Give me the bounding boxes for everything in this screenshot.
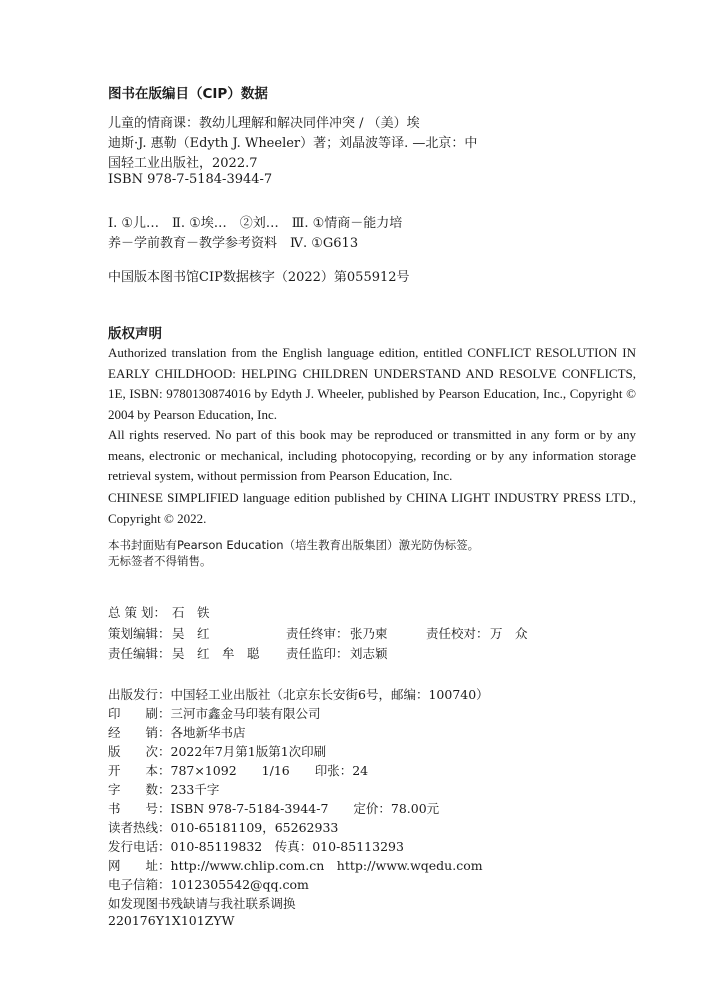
print-code: 220176Y1X101ZYW xyxy=(108,913,235,928)
distributor-row xyxy=(108,723,246,741)
printing-supervisor-value: 刘志颖 xyxy=(350,646,388,661)
final-review-value: 张乃柬 xyxy=(350,626,388,641)
copyright-heading: 版权声明 xyxy=(108,326,162,342)
edition-row xyxy=(108,742,326,760)
anti-counterfeit-notice-2: 无标签者不得销售。 xyxy=(108,554,212,568)
website-value: http://www.chlip.com.cn http://www.wqedu.com xyxy=(170,858,483,873)
website-label: 网 址： xyxy=(108,858,171,873)
copyright-paragraph-rights: All rights reserved. No part of this book may be reproduced or transmitted in any form or by any means, electronic or mechanical, including photocopying, recording or by any information storage retrieval system, without permission from Pearson Education, Inc. xyxy=(108,427,636,483)
cip-isbn: ISBN 978-7-5184-3944-7 xyxy=(108,172,273,187)
hotline-label: 读者热线： xyxy=(108,820,171,835)
responsible-editor-label: 责任编辑： xyxy=(108,646,171,661)
copyright-paragraph-authorized: Authorized translation from the English language edition, entitled CONFLICT RESOLUTION IN EARLY CHILDHOOD: HELPING CHILDREN UNDERSTAND AND RESOLVE CONFLICTS, 1E, ISBN: 9780130874016 by Edyth J. Wheeler, published by Pearson Education, Inc., Copyright © 2004 by Pearson Education, Inc. xyxy=(108,345,636,422)
format-label: 开 本： xyxy=(108,763,171,778)
format-value: 787×1092 1/16 印张：24 xyxy=(170,763,369,778)
isbn-value: ISBN 978-7-5184-3944-7 定价：78.00元 xyxy=(170,801,440,816)
publisher-value: 中国轻工业出版社（北京东长安街6号，邮编：100740） xyxy=(170,687,489,702)
distributor-label: 经 销： xyxy=(108,725,171,740)
wordcount-label: 字 数： xyxy=(108,782,171,797)
email-row xyxy=(108,875,309,893)
edition-value: 2022年7月第1版第1次印刷 xyxy=(170,744,327,759)
format-row xyxy=(108,761,368,779)
edition-label: 版 次： xyxy=(108,744,171,759)
email-value: 1012305542@qq.com xyxy=(170,877,309,892)
isbn-label: 书 号： xyxy=(108,801,171,816)
cip-heading: 图书在版编目（CIP）数据 xyxy=(108,86,268,102)
cip-line-1: 儿童的情商课：教幼儿理解和解决同伴冲突 / （美）埃 xyxy=(108,116,420,131)
phone-label: 发行电话： xyxy=(108,839,171,854)
planning-editor-label: 策划编辑： xyxy=(108,626,171,641)
cip-classification-2: 养－学前教育－教学参考资料 Ⅳ. ①G613 xyxy=(108,236,359,251)
publisher-label: 出版发行： xyxy=(108,687,171,702)
planner-label: 总 策 划： xyxy=(108,605,166,620)
printer-row xyxy=(108,704,321,722)
phone-row xyxy=(108,837,404,855)
distributor-value: 各地新华书店 xyxy=(170,725,246,740)
proofreader-label: 责任校对： xyxy=(426,626,489,641)
isbn-row xyxy=(108,799,439,817)
printing-supervisor-label: 责任监印： xyxy=(286,646,349,661)
anti-counterfeit-notice-1: 本书封面贴有Pearson Education（培生教育出版集团）激光防伪标签。 xyxy=(108,538,480,552)
hotline-value: 010-65181109，65262933 xyxy=(170,820,339,835)
publisher-row xyxy=(108,685,489,703)
planning-editor-value: 吴 红 xyxy=(172,626,210,641)
printer-label: 印 刷： xyxy=(108,706,171,721)
cip-classification-1: Ⅰ. ①儿… Ⅱ. ①埃… ②刘… Ⅲ. ①情商－能力培 xyxy=(108,216,403,231)
wordcount-value: 233千字 xyxy=(170,782,220,797)
wordcount-row xyxy=(108,780,219,798)
responsible-editor-value: 吴 红 牟 聪 xyxy=(172,646,260,661)
email-label: 电子信箱： xyxy=(108,877,171,892)
cip-verification: 中国版本图书馆CIP数据核字（2022）第055912号 xyxy=(108,270,410,285)
proofreader-value: 万 众 xyxy=(490,626,528,641)
final-review-label: 责任终审： xyxy=(286,626,349,641)
planner-value: 石 铁 xyxy=(172,605,210,620)
defect-note: 如发现图书残缺请与我社联系调换 xyxy=(108,896,296,911)
printer-value: 三河市鑫金马印装有限公司 xyxy=(170,706,321,721)
hotline-row xyxy=(108,818,338,836)
website-row xyxy=(108,856,483,874)
phone-value: 010-85119832 传真：010-85113293 xyxy=(170,839,404,854)
cip-line-2: 迪斯·J. 惠勒（Edyth J. Wheeler）著；刘晶波等译. —北京：中 xyxy=(108,136,478,151)
cip-line-3: 国轻工业出版社，2022.7 xyxy=(108,156,258,171)
copyright-paragraph-chinese-edition: CHINESE SIMPLIFIED language edition published by CHINA LIGHT INDUSTRY PRESS LTD., Copyright © 2022. xyxy=(108,490,636,526)
